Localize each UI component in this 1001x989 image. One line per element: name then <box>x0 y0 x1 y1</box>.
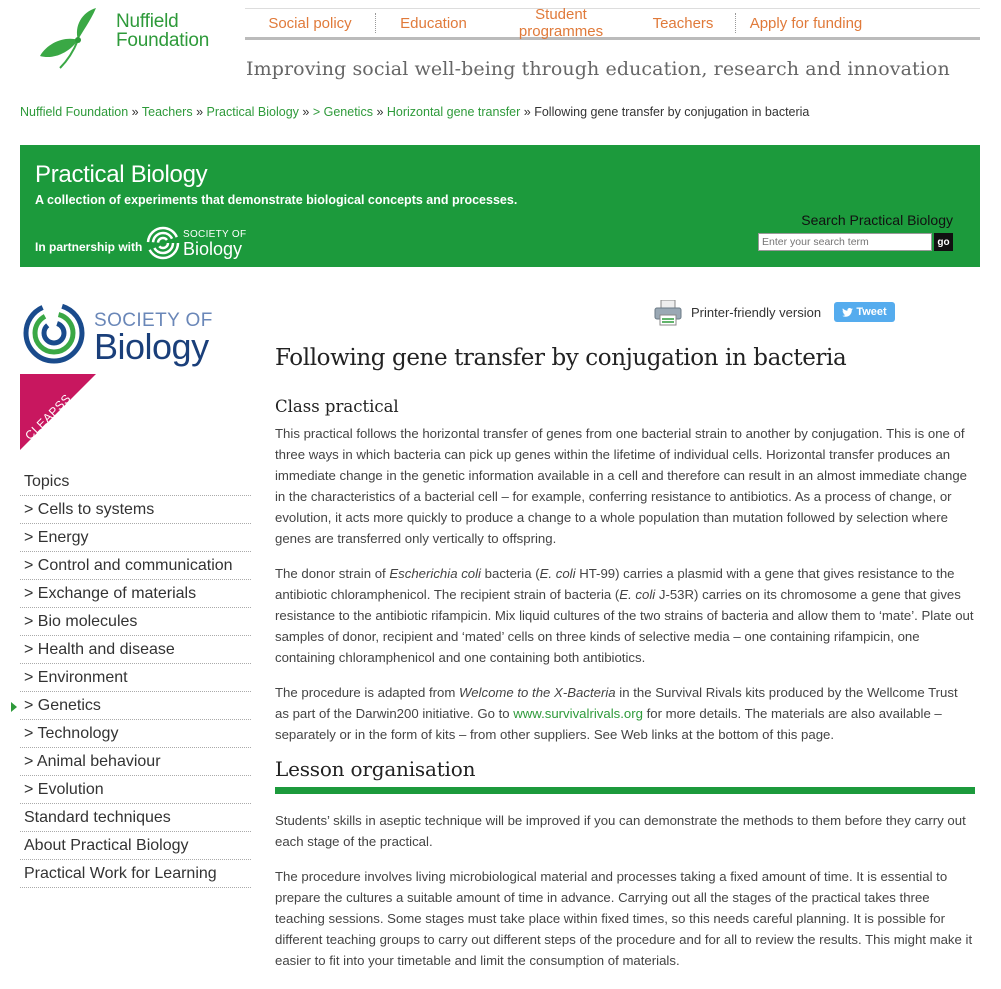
twitter-bird-icon <box>842 308 853 317</box>
society-rings-icon <box>145 225 181 261</box>
paragraph-timing: The procedure involves living microbiological material and processes taking a fixed amount of time. It is essential to prepare the cultures a suitable amount of time in advance. Carrying out all the stages of the practical takes three teaching sessions. Some stages must take place within fixed times, so this needs careful planning. It is possible for different teaching groups to carry out different steps of the procedure and for all to review the results. This might make it easier to fit into your timetable and limit the consumption of materials. <box>275 869 973 968</box>
search-input[interactable] <box>758 233 932 251</box>
tagline: Improving social well-being through education, research and innovation <box>246 58 950 80</box>
cleapss-label: CLEAPSS <box>22 391 74 443</box>
article-title: Following gene transfer by conjugation in bacteria <box>275 345 847 371</box>
paragraph-intro: This practical follows the horizontal transfer of genes from one bacterial strain to another by conjugation. This is one of three ways in which bacteria can pick up genes within the lifetime of individual cells. Horizontal transfer produces an immediate change in the genetic information available in a cell and therefore can result in an almost immediate change in the characteristics of a bacterial cell – for example, conferring resistance to antibiotics. As a process of change, or evolution, it acts more quickly to produce a change to a whole population than mutation followed by selection where genes are transferred only vertically to offspring. <box>275 426 968 546</box>
nav-student-programmes[interactable]: Student programmes <box>518 6 604 40</box>
sidebar-logo-line2: Biology <box>94 326 209 367</box>
italic-term: Escherichia coli <box>389 566 481 581</box>
sidebar-item-technology[interactable]: > Technology <box>20 720 251 748</box>
partner-logo-line1: SOCIETY OF <box>183 229 247 240</box>
search-go-button[interactable]: go <box>934 233 953 251</box>
nuffield-logo[interactable] <box>38 6 228 76</box>
nav-education[interactable]: Education <box>400 14 467 32</box>
practical-biology-banner <box>20 145 980 267</box>
breadcrumb-separator: » <box>376 105 384 119</box>
breadcrumb-separator: » <box>131 105 139 119</box>
section-heading-class-practical: Class practical <box>275 397 399 416</box>
breadcrumb-link[interactable]: > Genetics <box>312 105 373 119</box>
printer-friendly-link[interactable]: Printer-friendly version <box>691 305 822 320</box>
tweet-label: Tweet <box>856 306 887 318</box>
logo-wordmark <box>116 12 209 50</box>
text-run: J-53R) carries on its chromosome a gene that gives resistance to the antibiotic rifampicin. Mix liquid cultures of the two strains of bacteria and allow them to ‘mate’. Plate out samples of donor, recipient and ‘mated’ cells on three kinds of selective media – one containing rifampicin, one containing chloramphenicol and one containing both antibiotics. <box>275 587 974 665</box>
nav-social-policy[interactable]: Social policy <box>268 14 352 32</box>
paragraph-aseptic: Students’ skills in aseptic technique will be improved if you can demonstrate the methods to them before they carry out each stage of the practical. <box>275 813 966 849</box>
section-divider <box>275 787 975 794</box>
breadcrumb-link[interactable]: Teachers <box>141 105 193 119</box>
seed-icon <box>38 6 118 76</box>
partner-logo-line2: Biology <box>183 239 243 259</box>
breadcrumb-separator: » <box>523 105 531 119</box>
society-rings-icon <box>22 298 86 368</box>
paragraph-strains <box>275 563 975 668</box>
breadcrumb-current: Following gene transfer by conjugation in bacteria <box>534 105 810 119</box>
sidebar-logo-line1: SOCIETY OF <box>94 310 213 331</box>
sidebar-item-cells-to-systems[interactable]: > Cells to systems <box>20 496 251 524</box>
italic-term: E. coli <box>619 587 656 602</box>
sidebar-item-control-and-communication[interactable]: > Control and communication <box>20 552 251 580</box>
breadcrumb-separator: » <box>302 105 310 119</box>
italic-title: Welcome to the X-Bacteria <box>459 685 616 700</box>
paragraph-procedure-source <box>275 682 975 745</box>
sidebar-item-label: > Genetics <box>24 697 101 714</box>
sidebar-item-topics[interactable]: Topics <box>20 468 251 496</box>
sidebar-navigation <box>20 468 251 888</box>
society-of-biology-logo[interactable] <box>22 298 222 368</box>
sidebar-item-energy[interactable]: > Energy <box>20 524 251 552</box>
text-run: HT-99) carries a plasmid with a gene that gives resistance to the antibiotic chloramphenicol. The recipient strain of bacteria ( <box>275 566 955 602</box>
sidebar-item-genetics[interactable] <box>20 692 251 720</box>
banner-title[interactable]: Practical Biology <box>35 161 208 188</box>
survivalrivals-link[interactable]: www.survivalrivals.org <box>513 706 643 721</box>
breadcrumb <box>20 105 809 119</box>
article <box>275 345 975 985</box>
sidebar-item-practical-work-for-learning[interactable]: Practical Work for Learning <box>20 860 251 888</box>
sidebar-item-standard-techniques[interactable]: Standard techniques <box>20 804 251 832</box>
breadcrumb-link[interactable]: Horizontal gene transfer <box>386 105 521 119</box>
logo-line2: Foundation <box>116 30 210 51</box>
breadcrumb-separator: » <box>196 105 204 119</box>
search-label: Search Practical Biology <box>801 212 953 228</box>
top-navigation <box>245 8 980 40</box>
text-run: for more details. The materials are also available – separately or in the form of kits – from other suppliers. See Web links at the bottom of this page. <box>275 706 942 742</box>
cleapss-badge[interactable] <box>20 374 96 450</box>
active-arrow-icon <box>11 702 17 712</box>
text-run: The donor strain of <box>275 566 390 581</box>
text-run: The procedure is adapted from <box>275 685 459 700</box>
partner-label: In partnership with <box>35 240 143 254</box>
breadcrumb-link[interactable]: Practical Biology <box>206 105 299 119</box>
text-run: in the Survival Rivals kits produced by the Wellcome Trust as part of the Darwin200 initiative. Go to <box>275 685 958 721</box>
italic-term: E. coli <box>539 566 576 581</box>
tweet-button[interactable] <box>834 302 895 322</box>
text-run: bacteria ( <box>480 566 540 581</box>
breadcrumb-link[interactable]: Nuffield Foundation <box>20 105 129 119</box>
sidebar-item-about-practical-biology[interactable]: About Practical Biology <box>20 832 251 860</box>
logo-line1: Nuffield <box>116 11 179 32</box>
society-of-biology-logo-small[interactable] <box>145 225 250 261</box>
sidebar-item-evolution[interactable]: > Evolution <box>20 776 251 804</box>
banner-subtitle: A collection of experiments that demonstrate biological concepts and processes. <box>35 193 518 207</box>
printer-icon[interactable] <box>654 300 682 326</box>
sidebar-item-health-and-disease[interactable]: > Health and disease <box>20 636 251 664</box>
nav-apply-for-funding[interactable]: Apply for funding <box>749 14 863 32</box>
sidebar-item-bio-molecules[interactable]: > Bio molecules <box>20 608 251 636</box>
sidebar-item-environment[interactable]: > Environment <box>20 664 251 692</box>
sidebar-item-exchange-of-materials[interactable]: > Exchange of materials <box>20 580 251 608</box>
nav-teachers[interactable]: Teachers <box>652 14 714 32</box>
section-heading-lesson-organisation: Lesson organisation <box>275 757 476 781</box>
sidebar-item-animal-behaviour[interactable]: > Animal behaviour <box>20 748 251 776</box>
